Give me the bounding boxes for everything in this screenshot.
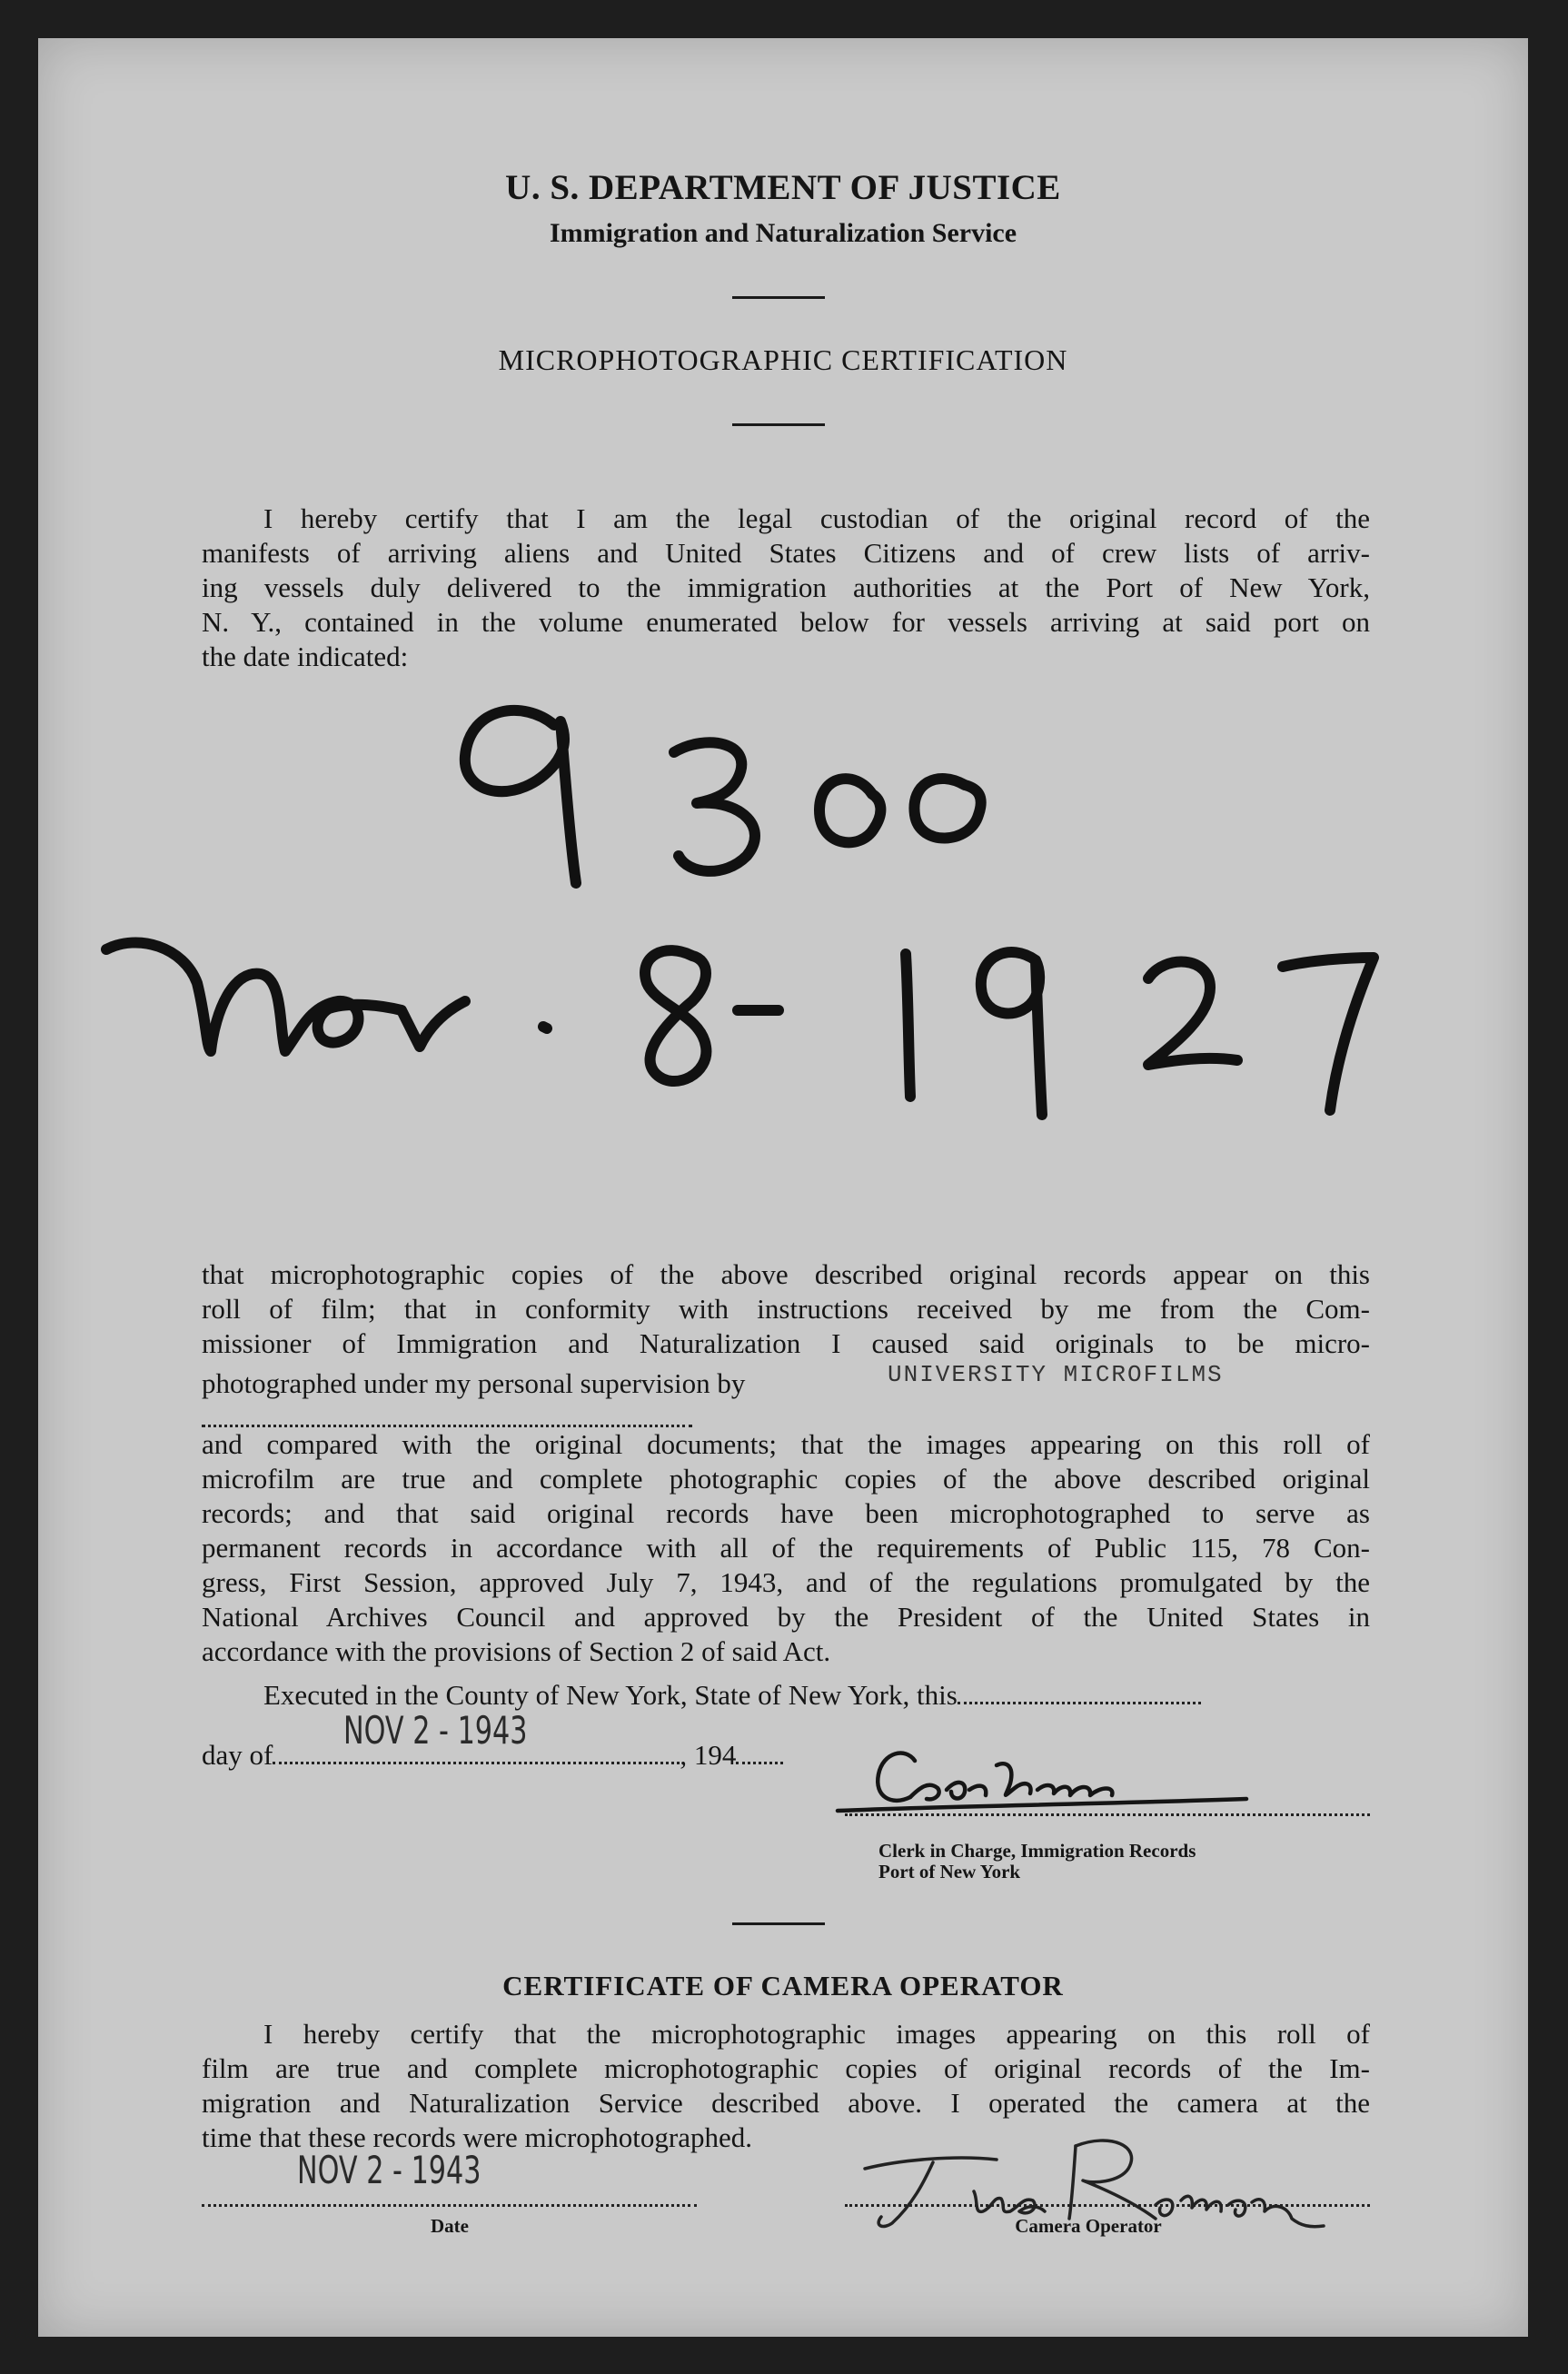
text-line: time that these records were microphotographed. bbox=[202, 2121, 752, 2153]
clerk-signature-line bbox=[845, 1810, 1370, 1816]
text-line: migration and Naturalization Service described above. I operated the camera at the bbox=[202, 2087, 1370, 2119]
text-line: the date indicated: bbox=[202, 641, 409, 672]
executed-day-field bbox=[958, 1684, 1201, 1704]
text-fragment: photographed under my personal supervision by bbox=[202, 1367, 746, 1399]
text-line: National Archives Council and approved by the President of the United States in bbox=[202, 1601, 1370, 1633]
text-line: missioner of Immigration and Naturalization I caused said originals to be micro- bbox=[202, 1327, 1370, 1359]
camera-operator-label: Camera Operator bbox=[1015, 2215, 1162, 2237]
executed-date-stamp: NOV 2 - 1943 bbox=[343, 1708, 528, 1753]
text-line: gress, First Session, approved July 7, 1943, and of the regulations promulgated by the bbox=[202, 1566, 1370, 1598]
year-prefix: , 194 bbox=[680, 1739, 737, 1771]
clerk-title-line: Clerk in Charge, Immigration Records bbox=[878, 1840, 1196, 1862]
year-field bbox=[736, 1743, 783, 1764]
clerk-signature-image bbox=[819, 1733, 1365, 1833]
text-line: roll of film; that in conformity with instructions received by me from the Com- bbox=[202, 1293, 1370, 1325]
body-paragraph bbox=[202, 1257, 1370, 1669]
executed-text: Executed in the County of New York, State of New York, this bbox=[263, 1679, 958, 1711]
clerk-office-line: Port of New York bbox=[878, 1861, 1021, 1882]
text-line: I hereby certify that I am the legal custodian of the original record of the bbox=[263, 502, 1370, 534]
text-line: microfilm are true and complete photographic copies of the above described original bbox=[202, 1463, 1370, 1495]
text-line: accordance with the provisions of Section 2 of said Act. bbox=[202, 1635, 831, 1667]
text-line: N. Y., contained in the volume enumerated below for vessels arriving at said port on bbox=[202, 606, 1370, 638]
certificate-page bbox=[38, 38, 1528, 2337]
clerk-title bbox=[878, 1841, 1196, 1882]
date-label: Date bbox=[431, 2215, 469, 2237]
camera-certificate-title: CERTIFICATE OF CAMERA OPERATOR bbox=[502, 1970, 1064, 2002]
camera-date-stamp: NOV 2 - 1943 bbox=[297, 2148, 481, 2192]
supervisor-field bbox=[202, 1401, 692, 1427]
text-line: film are true and complete microphotographic copies of original records of the Im- bbox=[202, 2052, 1370, 2084]
divider bbox=[732, 1922, 825, 1925]
text-line: manifests of arriving aliens and United States Citizens and of crew lists of arriv- bbox=[202, 537, 1370, 569]
service-subheading: Immigration and Naturalization Service bbox=[549, 218, 1017, 248]
text-line: that microphotographic copies of the above described original records appear on this bbox=[202, 1258, 1370, 1290]
day-of-label: day of bbox=[202, 1739, 273, 1771]
text-line: permanent records in accordance with all of the requirements of Public 115, 78 Con- bbox=[202, 1532, 1370, 1564]
text-line: records; and that said original records have been microphotographed to serve as bbox=[202, 1497, 1370, 1529]
handwritten-volume-date bbox=[38, 38, 1528, 1201]
executed-line bbox=[263, 1679, 1201, 1712]
certification-title: MICROPHOTOGRAPHIC CERTIFICATION bbox=[498, 343, 1068, 376]
text-line: and compared with the original documents; that the images appearing on this roll of bbox=[202, 1428, 1370, 1460]
operator-signature-line bbox=[845, 2200, 1370, 2207]
text-line: I hereby certify that the microphotographic images appearing on this roll of bbox=[263, 2018, 1370, 2050]
camera-date-line bbox=[202, 2200, 697, 2207]
text-line: ing vessels duly delivered to the immigration authorities at the Port of New York, bbox=[202, 571, 1370, 603]
supervisor-typed-name: UNIVERSITY MICROFILMS bbox=[888, 1361, 1224, 1388]
department-heading: U. S. DEPARTMENT OF JUSTICE bbox=[505, 168, 1061, 207]
